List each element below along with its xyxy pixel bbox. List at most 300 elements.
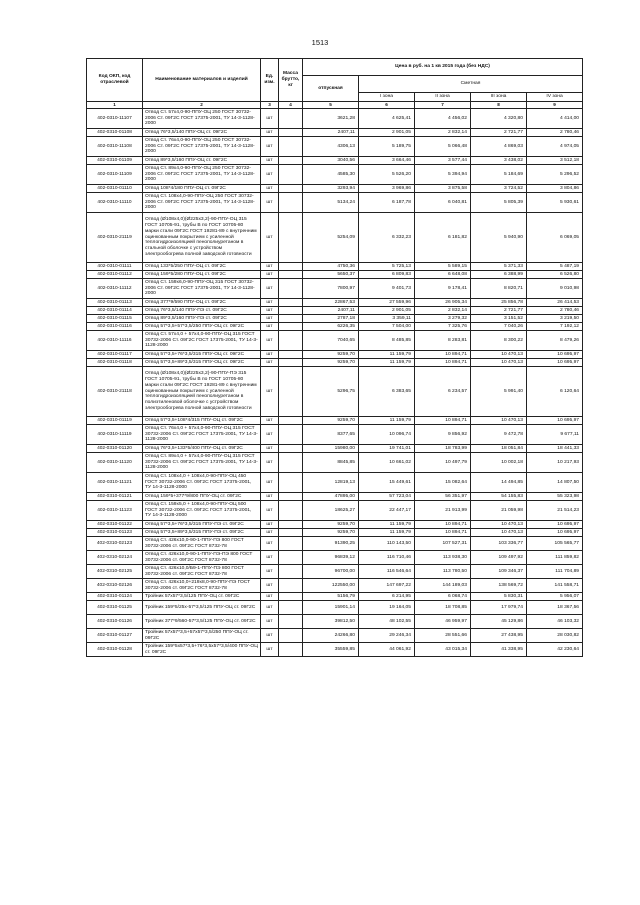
item-mass <box>279 367 303 417</box>
price-zone-2: 3 279,32 <box>415 315 471 323</box>
item-unit: шт <box>261 351 279 359</box>
item-mass <box>279 453 303 473</box>
price-otpusknaya: 12819,13 <box>303 473 359 493</box>
price-zone-4: 9 677,11 <box>527 425 583 445</box>
price-zone-1: 48 102,55 <box>359 615 415 629</box>
header-price-group: Цена в руб. на 1 кв 2015 года (без НДС) <box>303 59 583 76</box>
price-otpusknaya: 9259,70 <box>303 529 359 537</box>
price-zone-1: 5 526,20 <box>359 165 415 185</box>
price-otpusknaya: 8377,65 <box>303 425 359 445</box>
price-zone-2: 10 497,79 <box>415 453 471 473</box>
price-zone-1: 2 901,05 <box>359 129 415 137</box>
table-row <box>87 615 583 629</box>
item-mass <box>279 551 303 565</box>
item-code: 402-0310-11108 <box>87 137 143 157</box>
price-otpusknaya: 35559,85 <box>303 643 359 657</box>
item-name: Отвод (Ø108х4,0)(Ø225х3,2)-90-ППУ-ПЭ 315 ГОСТ 10705-91, трубы В по ГОСТ 10705-80 марки стали 09Г2С ГОСТ 19281-89 с внутренним оцинкованным покрытием с усиленной теплогидроизоляцией пенополиуретаном в полиэтиленовой оболочке с устройством электрообогрева полной заводской готовности <box>143 367 261 417</box>
column-number: 8 <box>471 102 527 109</box>
price-otpusknaya: 6226,35 <box>303 323 359 331</box>
page-number: 1513 <box>311 38 329 47</box>
price-zone-1: 6 187,78 <box>359 193 415 213</box>
price-zone-4: 105 565,77 <box>527 537 583 551</box>
price-otpusknaya: 96839,12 <box>303 551 359 565</box>
header-unit: Ед. изм. <box>261 59 279 102</box>
price-otpusknaya: 3621,28 <box>303 109 359 129</box>
price-zone-4: 55 323,98 <box>527 493 583 501</box>
table-row <box>87 129 583 137</box>
price-zone-3: 4 320,80 <box>471 109 527 129</box>
price-zone-3: 5 371,33 <box>471 263 527 271</box>
price-zone-2: 144 189,03 <box>415 579 471 593</box>
item-mass <box>279 137 303 157</box>
price-zone-4: 46 103,32 <box>527 615 583 629</box>
price-zone-3: 5 184,69 <box>471 165 527 185</box>
price-zone-1: 57 723,04 <box>359 493 415 501</box>
price-otpusknaya: 8845,85 <box>303 453 359 473</box>
item-name: Отвод 76*3,5/140 ППУ-ПЭ ст. 09Г2С <box>143 307 261 315</box>
table-row <box>87 263 583 271</box>
table-row <box>87 193 583 213</box>
price-zone-1: 10 661,02 <box>359 453 415 473</box>
table-row <box>87 643 583 657</box>
price-zone-3: 27 438,95 <box>471 629 527 643</box>
item-unit: шт <box>261 521 279 529</box>
column-number: 9 <box>527 102 583 109</box>
item-code: 402-0310-01128 <box>87 643 143 657</box>
item-mass <box>279 493 303 501</box>
column-number: 5 <box>303 102 359 109</box>
price-zone-2: 10 894,71 <box>415 351 471 359</box>
table-row <box>87 565 583 579</box>
item-unit: шт <box>261 593 279 601</box>
column-number: 2 <box>143 102 261 109</box>
price-otpusknaya: 24266,80 <box>303 629 359 643</box>
price-zone-2: 43 015,34 <box>415 643 471 657</box>
table-row <box>87 551 583 565</box>
price-otpusknaya: 39812,50 <box>303 615 359 629</box>
item-mass <box>279 537 303 551</box>
item-unit: шт <box>261 529 279 537</box>
price-zone-3: 109 497,92 <box>471 551 527 565</box>
price-zone-3: 109 346,37 <box>471 565 527 579</box>
item-name: Отвод Ст. 89х4,0 + 57х4,0-90-ППУ-ОЦ 315 ГОСТ 30732-2006 Ст. 09Г2С ГОСТ 17375-2001, ТУ 14-3-1128-2000 <box>143 453 261 473</box>
table-row <box>87 579 583 593</box>
table-row <box>87 359 583 367</box>
item-name: Тройник 159*5/25х-57*3,5/125 ППУ-ОЦ ст. 09Г2С <box>143 601 261 615</box>
item-code: 402-0310-01119 <box>87 417 143 425</box>
item-mass <box>279 351 303 359</box>
price-zone-4: 9 010,98 <box>527 279 583 299</box>
item-name: Отвод Ст. 159х6,0-90-ППУ-ОЦ 315 ГОСТ 30732-2006 Ст. 09Г2С ГОСТ 17375-2001, ТУ 14-3-1128-2000 <box>143 279 261 299</box>
price-zone-1: 11 159,79 <box>359 359 415 367</box>
item-name: Отвод 108*4/180 ППУ-ОЦ ст. 09Г2С <box>143 185 261 193</box>
price-zone-3: 8 820,71 <box>471 279 527 299</box>
table-row <box>87 473 583 493</box>
price-zone-1: 6 809,83 <box>359 271 415 279</box>
item-unit: шт <box>261 473 279 493</box>
item-code: 402-0310-01122 <box>87 521 143 529</box>
price-zone-1: 5 725,13 <box>359 263 415 271</box>
price-zone-3: 25 856,78 <box>471 299 527 307</box>
item-unit: шт <box>261 315 279 323</box>
price-zone-1: 8 485,85 <box>359 331 415 351</box>
price-zone-1: 11 159,79 <box>359 417 415 425</box>
item-name: Отвод Ст. 426х10,0/Б9-1-ППУ-ПЭ 800 ГОСТ 30732-2006 ст. 09Г2С ГОСТ 8732-78 <box>143 565 261 579</box>
item-name: Отвод 377*9/590 ППУ-ОЦ ст. 09Г2С <box>143 299 261 307</box>
header-zone-2: II зона <box>415 93 471 102</box>
price-zone-3: 2 721,77 <box>471 129 527 137</box>
item-mass <box>279 193 303 213</box>
item-code: 402-0310-11119 <box>87 425 143 445</box>
table-row <box>87 299 583 307</box>
price-zone-4: 8 479,26 <box>527 331 583 351</box>
item-mass <box>279 565 303 579</box>
item-mass <box>279 593 303 601</box>
price-zone-1: 6 214,95 <box>359 593 415 601</box>
price-zone-3: 5 991,40 <box>471 367 527 417</box>
price-zone-1: 5 189,75 <box>359 137 415 157</box>
item-code: 402-0310-01123 <box>87 529 143 537</box>
price-zone-4: 3 512,18 <box>527 157 583 165</box>
price-zone-3: 5 805,39 <box>471 193 527 213</box>
price-zone-2: 26 905,34 <box>415 299 471 307</box>
item-code: 402-0310-02123 <box>87 537 143 551</box>
item-unit: шт <box>261 109 279 129</box>
price-zone-1: 147 697,22 <box>359 579 415 593</box>
item-unit: шт <box>261 629 279 643</box>
item-unit: шт <box>261 331 279 351</box>
item-name: Отвод 159*5+377*9/800 ППУ-ОЦ ст. 09Г2С <box>143 493 261 501</box>
price-zone-4: 141 558,71 <box>527 579 583 593</box>
item-name: Отвод 133*5/250 ППУ-ОЦ ст. 09Г2С <box>143 263 261 271</box>
table-row <box>87 521 583 529</box>
price-zone-4: 18 441,33 <box>527 445 583 453</box>
item-unit: шт <box>261 551 279 565</box>
item-mass <box>279 629 303 643</box>
item-code: 402-0310-11123 <box>87 501 143 521</box>
price-zone-4: 14 807,50 <box>527 473 583 493</box>
price-zone-2: 18 783,99 <box>415 445 471 453</box>
item-code: 402-0310-01125 <box>87 601 143 615</box>
item-mass <box>279 129 303 137</box>
price-otpusknaya: 7040,65 <box>303 331 359 351</box>
item-unit: шт <box>261 185 279 193</box>
item-mass <box>279 501 303 521</box>
item-mass <box>279 417 303 425</box>
item-mass <box>279 425 303 445</box>
price-zone-1: 19 741,01 <box>359 445 415 453</box>
item-code: 402-0310-21119 <box>87 213 143 263</box>
header-mass: Масса брутто, кг <box>279 59 303 102</box>
price-otpusknaya: 9259,70 <box>303 351 359 359</box>
item-code: 402-0310-21118 <box>87 367 143 417</box>
header-zone-4: IV зона <box>527 93 583 102</box>
item-unit: шт <box>261 417 279 425</box>
price-zone-3: 3 151,52 <box>471 315 527 323</box>
column-number: 4 <box>279 102 303 109</box>
price-zone-2: 2 832,14 <box>415 307 471 315</box>
item-unit: шт <box>261 129 279 137</box>
item-code: 402-0310-01118 <box>87 359 143 367</box>
item-name: Тройник 57х57*3,5/125 ППУ-ОЦ ст. 09Г2С <box>143 593 261 601</box>
item-code: 402-0310-01121 <box>87 493 143 501</box>
table-row <box>87 417 583 425</box>
price-zone-1: 3 359,11 <box>359 315 415 323</box>
table-header <box>87 59 583 109</box>
price-zone-4: 26 414,53 <box>527 299 583 307</box>
table-row <box>87 323 583 331</box>
price-zone-4: 10 695,97 <box>527 351 583 359</box>
item-code: 402-0310-01120 <box>87 445 143 453</box>
item-name: Отвод Ст. 89х4,0-90-ППУ-ОЦ 250 ГОСТ 30732-2006 Ст. 09Г2С ГОСТ 17375-2001, ТУ 14-3-1128-2000 <box>143 165 261 185</box>
table-row <box>87 453 583 473</box>
table-body <box>87 109 583 657</box>
item-code: 402-0310-01114 <box>87 307 143 315</box>
price-otpusknaya: 3293,94 <box>303 185 359 193</box>
price-zone-4: 18 367,56 <box>527 601 583 615</box>
price-zone-3: 2 721,77 <box>471 307 527 315</box>
item-code: 402-0310-02126 <box>87 579 143 593</box>
item-name: Отвод Ст. 76х4,0 + 57х4,0-90-ППУ-ОЦ 315 ГОСТ 30732-2006 Ст. 09Г2С ГОСТ 17375-2001, ТУ 14-3-1128-2000 <box>143 425 261 445</box>
item-mass <box>279 331 303 351</box>
price-zone-2: 10 894,71 <box>415 521 471 529</box>
item-unit: шт <box>261 157 279 165</box>
price-zone-4: 2 780,46 <box>527 129 583 137</box>
price-zone-2: 6 040,81 <box>415 193 471 213</box>
column-number: 7 <box>415 102 471 109</box>
item-unit: шт <box>261 425 279 445</box>
item-name: Отвод 57*3,5+76*3,5/315 ППУ-ОЦ ст. 09Г2С <box>143 351 261 359</box>
item-name: Отвод 76*3,5/140 ППУ-ОЦ ст. 09Г2С <box>143 129 261 137</box>
price-zone-2: 8 283,81 <box>415 331 471 351</box>
price-zone-2: 113 780,50 <box>415 565 471 579</box>
price-zone-3: 41 338,95 <box>471 643 527 657</box>
item-mass <box>279 263 303 271</box>
item-code: 402-0310-01111 <box>87 263 143 271</box>
item-name: Отвод (Ø108х4,0)(Ø225х3,2)-90-ППУ-ОЦ 315 ГОСТ 10705-91, трубы В по ГОСТ 10705-80 марки стали 09Г2С ГОСТ 19281-89 с внутренним оцинкованным покрытием с усиленной теплогидроизоляцией пенополиуретаном в стальной оболочке с устройством электрообогрева полной заводской готовности <box>143 213 261 263</box>
item-unit: шт <box>261 579 279 593</box>
table-row <box>87 425 583 445</box>
price-zone-1: 11 159,79 <box>359 351 415 359</box>
price-zone-4: 111 859,82 <box>527 551 583 565</box>
price-zone-4: 5 930,61 <box>527 193 583 213</box>
price-otpusknaya: 122550,00 <box>303 579 359 593</box>
item-name: Отвод 57*3,5+57*3,5/250 ППУ-ОЦ ст. 09Г2С <box>143 323 261 331</box>
item-mass <box>279 521 303 529</box>
item-mass <box>279 601 303 615</box>
price-otpusknaya: 96700,00 <box>303 565 359 579</box>
price-zone-2: 10 894,71 <box>415 359 471 367</box>
item-code: 402-0310-02125 <box>87 565 143 579</box>
item-unit: шт <box>261 615 279 629</box>
item-code: 402-0310-01116 <box>87 323 143 331</box>
price-zone-3: 7 040,26 <box>471 323 527 331</box>
item-unit: шт <box>261 299 279 307</box>
price-zone-2: 10 894,71 <box>415 417 471 425</box>
price-zone-3: 17 979,74 <box>471 601 527 615</box>
item-mass <box>279 615 303 629</box>
price-zone-4: 10 695,97 <box>527 417 583 425</box>
item-code: 402-0310-11120 <box>87 453 143 473</box>
price-zone-3: 10 470,13 <box>471 417 527 425</box>
price-zone-1: 15 449,61 <box>359 473 415 493</box>
item-name: Отвод 89*3,5/160 ППУ-ОЦ ст. 09Г2С <box>143 157 261 165</box>
item-name: Отвод 57*3,5+89*3,5/315 ППУ-ПЭ ст. 09Г2С <box>143 529 261 537</box>
table-row <box>87 629 583 643</box>
table-row <box>87 157 583 165</box>
item-unit: шт <box>261 501 279 521</box>
table-row <box>87 271 583 279</box>
price-zone-1: 6 332,23 <box>359 213 415 263</box>
item-unit: шт <box>261 493 279 501</box>
table-row <box>87 331 583 351</box>
item-mass <box>279 579 303 593</box>
price-zone-3: 14 494,85 <box>471 473 527 493</box>
price-otpusknaya: 9259,70 <box>303 521 359 529</box>
price-zone-1: 3 969,86 <box>359 185 415 193</box>
price-zone-4: 28 030,82 <box>527 629 583 643</box>
price-otpusknaya: 9259,70 <box>303 359 359 367</box>
item-code: 402-0310-11110 <box>87 193 143 213</box>
column-number: 1 <box>87 102 143 109</box>
price-zone-2: 113 938,30 <box>415 551 471 565</box>
price-zone-1: 2 901,05 <box>359 307 415 315</box>
price-otpusknaya: 4750,36 <box>303 263 359 271</box>
item-unit: шт <box>261 307 279 315</box>
item-code: 402-0310-02124 <box>87 551 143 565</box>
item-code: 402-0310-01113 <box>87 299 143 307</box>
item-unit: шт <box>261 565 279 579</box>
item-name: Отвод Ст. 426х10,0-90-1-ППУ-ПЭ 800 ГОСТ 30732-2006 ст. 09Г2С ГОСТ 8732-78 <box>143 537 261 551</box>
price-zone-3: 8 300,22 <box>471 331 527 351</box>
header-otpusknaya: отпускная <box>303 76 359 102</box>
price-zone-2: 46 959,97 <box>415 615 471 629</box>
price-zone-3: 9 472,78 <box>471 425 527 445</box>
price-zone-2: 2 832,14 <box>415 129 471 137</box>
price-zone-3: 45 129,86 <box>471 615 527 629</box>
price-otpusknaya: 4585,30 <box>303 165 359 185</box>
price-zone-1: 10 096,74 <box>359 425 415 445</box>
item-mass <box>279 529 303 537</box>
item-name: Отвод Ст. 76х4,0-90-ППУ-ОЦ 250 ГОСТ 30732-2006 Ст. 09Г2С ГОСТ 17375-2001, ТУ 14-3-1128-2000 <box>143 137 261 157</box>
table-row <box>87 593 583 601</box>
item-unit: шт <box>261 193 279 213</box>
price-zone-1: 3 664,46 <box>359 157 415 165</box>
price-otpusknaya: 9259,70 <box>303 417 359 425</box>
item-name: Отвод Ст. 159х5,0 + 108х4,0-90-ППУ-ОЦ 500 ГОСТ 30732-2006 Ст. 09Г2С ГОСТ 17375-2001, ТУ 14-3-1128-2000 <box>143 501 261 521</box>
price-table <box>86 58 583 657</box>
table-row <box>87 493 583 501</box>
price-zone-1: 19 164,05 <box>359 601 415 615</box>
price-zone-4: 111 704,89 <box>527 565 583 579</box>
table-row <box>87 137 583 157</box>
table-row <box>87 109 583 129</box>
price-zone-4: 6 120,64 <box>527 367 583 417</box>
price-zone-2: 6 181,82 <box>415 213 471 263</box>
item-code: 402-0310-11112 <box>87 279 143 299</box>
item-unit: шт <box>261 137 279 157</box>
price-zone-2: 6 648,08 <box>415 271 471 279</box>
price-otpusknaya: 15980,00 <box>303 445 359 453</box>
price-zone-3: 10 470,13 <box>471 529 527 537</box>
price-zone-4: 5 296,52 <box>527 165 583 185</box>
price-zone-3: 10 470,13 <box>471 359 527 367</box>
item-mass <box>279 279 303 299</box>
price-zone-2: 28 551,66 <box>415 629 471 643</box>
table-row <box>87 213 583 263</box>
column-number: 6 <box>359 102 415 109</box>
item-unit: шт <box>261 165 279 185</box>
price-zone-1: 11 159,79 <box>359 529 415 537</box>
price-zone-3: 5 940,90 <box>471 213 527 263</box>
item-code: 402-0310-11121 <box>87 473 143 493</box>
item-code: 402-0310-01110 <box>87 185 143 193</box>
price-zone-3: 10 002,18 <box>471 453 527 473</box>
price-zone-3: 103 336,77 <box>471 537 527 551</box>
price-zone-2: 18 708,85 <box>415 601 471 615</box>
price-zone-4: 10 695,97 <box>527 359 583 367</box>
price-otpusknaya: 18625,27 <box>303 501 359 521</box>
price-otpusknaya: 91390,25 <box>303 537 359 551</box>
item-code: 402-0310-01109 <box>87 157 143 165</box>
item-mass <box>279 271 303 279</box>
price-zone-2: 9 178,41 <box>415 279 471 299</box>
item-code: 402-0310-11116 <box>87 331 143 351</box>
price-zone-3: 5 830,31 <box>471 593 527 601</box>
price-zone-4: 6 069,05 <box>527 213 583 263</box>
header-zone-1: I зона <box>359 93 415 102</box>
price-zone-2: 6 234,57 <box>415 367 471 417</box>
item-unit: шт <box>261 445 279 453</box>
item-code: 402-0310-11109 <box>87 165 143 185</box>
item-unit: шт <box>261 537 279 551</box>
price-otpusknaya: 2407,11 <box>303 129 359 137</box>
item-mass <box>279 157 303 165</box>
price-zone-1: 27 559,96 <box>359 299 415 307</box>
item-code: 402-0310-01112 <box>87 271 143 279</box>
header-smetnaya: Сметная <box>359 76 583 93</box>
price-otpusknaya: 47895,00 <box>303 493 359 501</box>
item-name: Отвод 57*3,5+108*4/315 ППУ-ОЦ ст. 09Г2С <box>143 417 261 425</box>
price-zone-3: 10 470,13 <box>471 351 527 359</box>
item-name: Отвод 89*3,5/160 ППУ-ПЭ ст. 09Г2С <box>143 315 261 323</box>
column-numbers-row <box>87 102 583 109</box>
price-otpusknaya: 5254,09 <box>303 213 359 263</box>
table-row <box>87 601 583 615</box>
price-otpusknaya: 5296,75 <box>303 367 359 417</box>
price-zone-2: 21 913,99 <box>415 501 471 521</box>
price-zone-2: 7 325,76 <box>415 323 471 331</box>
table-row <box>87 367 583 417</box>
price-zone-4: 10 217,93 <box>527 453 583 473</box>
price-zone-3: 21 059,98 <box>471 501 527 521</box>
item-unit: шт <box>261 359 279 367</box>
price-zone-3: 138 569,72 <box>471 579 527 593</box>
header-name: Наименование материалов и изделий <box>143 59 261 102</box>
item-unit: шт <box>261 213 279 263</box>
price-zone-2: 3 875,58 <box>415 185 471 193</box>
item-mass <box>279 185 303 193</box>
price-otpusknaya: 2407,11 <box>303 307 359 315</box>
item-name: Отвод 159*5/280 ППУ-ОЦ ст. 09Г2С <box>143 271 261 279</box>
table-row <box>87 501 583 521</box>
price-otpusknaya: 5156,79 <box>303 593 359 601</box>
price-otpusknaya: 15901,14 <box>303 601 359 615</box>
item-mass <box>279 299 303 307</box>
table-row <box>87 445 583 453</box>
header-code: Код ОКП, код отраслевой <box>87 59 143 102</box>
price-zone-4: 5 956,07 <box>527 593 583 601</box>
